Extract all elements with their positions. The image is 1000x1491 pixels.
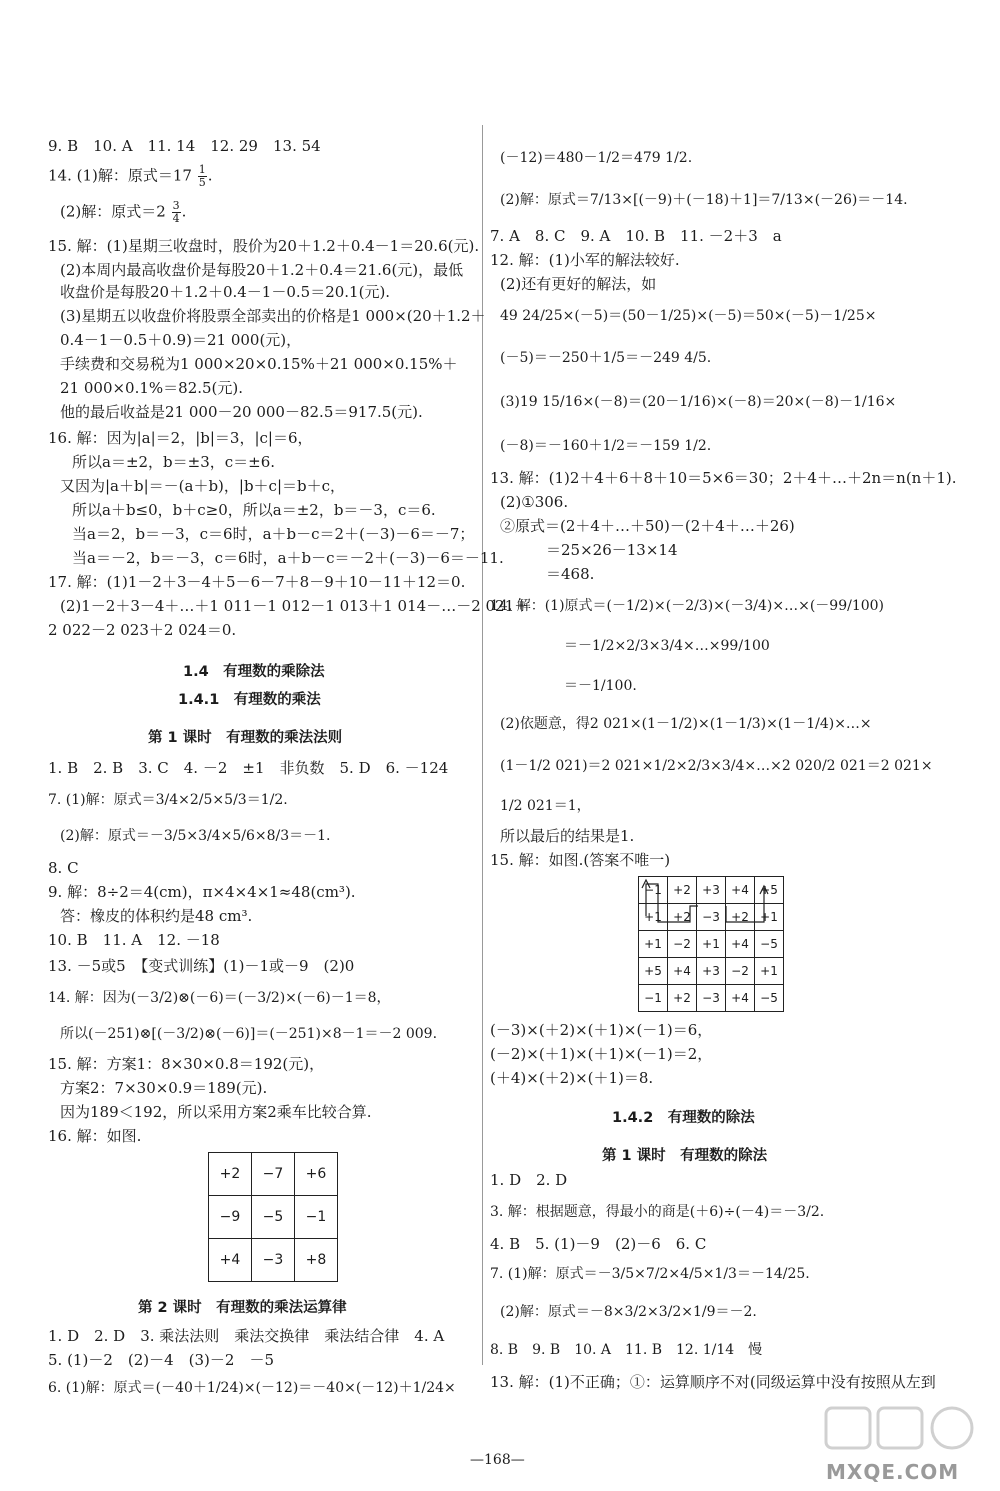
answer-line: 13. 解：(1)不正确；①：运算顺序不对(同级运算中没有按照从左到 [490, 1373, 936, 1391]
answer-line: 2 022－2 023＋2 024＝0. [48, 621, 237, 639]
answer-line: 10. B 11. A 12. －18 [48, 931, 220, 949]
answer-line: 17. 解：(1)1－2＋3－4＋5－6－7＋8－9＋10－11＋12＝0. [48, 573, 466, 591]
answer-line: 7. (1)解：原式＝3/4×2/5×5/3＝1/2. [48, 792, 288, 808]
answer-line: 所以(－251)⊗[(－3/2)⊗(－6)]＝(－251)×8－1＝－2 009. [60, 1026, 438, 1042]
grid-cell: −2 [726, 958, 755, 985]
answer-line: 7. (1)解：原式＝－3/5×7/2×4/5×1/3＝－14/25. [490, 1266, 810, 1282]
grid-cell: −1 [295, 1196, 338, 1239]
answer-line: 1. D 2. D 3. 乘法法则 乘法交换律 乘法结合律 4. A [48, 1327, 445, 1345]
answer-line: 8. B 9. B 10. A 11. B 12. 1/14 慢 [490, 1342, 763, 1358]
grid-cell: +5 [639, 958, 668, 985]
answer-line: (2)解：原式＝2 $\frac{3}{4}$ . [60, 199, 187, 225]
answer-line: 21 000×0.1%＝82.5(元). [60, 379, 244, 397]
answer-line: 所以a＋b≤0，b＋c≥0，所以a＝±2，b＝－3，c＝6. [72, 501, 436, 519]
answer-line: 5. (1)－2 (2)－4 (3)－2 －5 [48, 1351, 274, 1369]
answer-line: (2)解：原式＝7/13×[(－9)＋(－18)＋1]＝7/13×(－26)＝－14. [500, 192, 908, 208]
grid-cell: +1 [639, 904, 668, 931]
grid-cell: +4 [726, 985, 755, 1012]
answer-line: (－3)×(＋2)×(＋1)×(－1)＝6， [490, 1021, 713, 1039]
answer-line: (－2)×(＋1)×(＋1)×(－1)＝2， [490, 1045, 713, 1063]
answer-line: 15. 解：(1)星期三收盘时，股价为20＋1.2＋0.4－1＝20.6(元). [48, 237, 480, 255]
grid-cell: −3 [252, 1239, 295, 1282]
answer-line: (2)解：原式＝－8×3/2×3/2×1/9＝－2. [500, 1304, 757, 1320]
answer-line: (1－1/2 021)＝2 021×1/2×2/3×3/4×…×2 020/2 021＝2 021× [500, 758, 933, 774]
answer-line: 9. B 10. A 11. 14 12. 29 13. 54 [48, 137, 321, 155]
answer-line: (2)1－2＋3－4＋…＋1 011－1 012－1 013＋1 014－…－2 021＋ [60, 597, 530, 615]
answer-line: 答：橡皮的体积约是48 cm³. [60, 907, 253, 925]
magic-square-grid [208, 1152, 338, 1282]
grid-row [209, 1153, 338, 1196]
answer-line: 13. －5或5 【变式训练】(1)－1或－9 (2)0 [48, 957, 355, 975]
watermark-text: MXQE.COM [826, 1460, 960, 1484]
answer-line: ＝25×26－13×14 [546, 541, 678, 559]
answer-line: 6. (1)解：原式＝(－40＋1/24)×(－12)＝－40×(－12)＋1/24× [48, 1380, 456, 1396]
answer-line: (＋4)×(＋2)×(＋1)＝8. [490, 1069, 654, 1087]
grid-cell: +1 [755, 958, 784, 985]
answer-line: (2)还有更好的解法，如 [500, 275, 657, 293]
answer-line: (2)依题意，得2 021×(1－1/2)×(1－1/3)×(1－1/4)×…× [500, 716, 872, 732]
answer-text: (2)解：原式＝2 [60, 202, 166, 221]
denominator: 4 [172, 212, 180, 225]
path-lines [638, 876, 784, 1012]
answer-line: 14. (1)解：原式＝17 $\frac{1}{5}$ . [48, 163, 213, 189]
answer-line: 15. 解：如图.(答案不唯一) [490, 851, 671, 869]
grid-cell: +2 [726, 904, 755, 931]
grid-cell: +4 [209, 1239, 252, 1282]
answer-line: 12. 解：(1)小军的解法较好. [490, 251, 680, 269]
answer-line: ＝－1/100. [564, 678, 637, 694]
subsection-heading: 1.4.2 有理数的除法 [612, 1110, 755, 1126]
answer-line: 所以最后的结果是1. [500, 827, 635, 845]
grid-cell: +4 [726, 877, 755, 904]
grid-cell: +4 [726, 931, 755, 958]
answer-text: 14. (1)解：原式＝17 [48, 166, 192, 185]
answer-line: 又因为|a＋b|＝－(a＋b)，|b＋c|＝b＋c， [60, 477, 346, 495]
grid-cell: +8 [295, 1239, 338, 1282]
answer-line: (－8)＝－160＋1/2＝－159 1/2. [500, 438, 712, 454]
grid-cell: +5 [755, 877, 784, 904]
lesson-heading: 第 1 课时 有理数的乘法法则 [148, 730, 343, 746]
grid-cell: −1 [639, 985, 668, 1012]
answer-line: 16. 解：如图. [48, 1127, 142, 1145]
answer-line: (2)解：原式＝－3/5×3/4×5/6×8/3＝－1. [60, 828, 331, 844]
lesson-heading: 第 2 课时 有理数的乘法运算律 [138, 1300, 347, 1316]
answer-line: 收盘价是每股20＋1.2＋0.4－1－0.5＝20.1(元). [60, 283, 391, 301]
answer-line: 他的最后收益是21 000－20 000－82.5＝917.5(元). [60, 403, 423, 421]
path-line [646, 884, 698, 922]
answer-line: 16. 解：因为|a|＝2，|b|＝3，|c|＝6， [48, 429, 313, 447]
section-heading: 1.4 有理数的乘除法 [183, 664, 325, 680]
answer-line: 9. 解：8÷2＝4(cm)，π×4×4×1≈48(cm³). [48, 883, 356, 901]
answer-line: 8. C [48, 859, 79, 877]
lesson-heading: 第 1 课时 有理数的除法 [602, 1148, 768, 1164]
grid-cell: +2 [209, 1153, 252, 1196]
grid-cell: −5 [252, 1196, 295, 1239]
grid-cell: +3 [697, 958, 726, 985]
grid-cell: −7 [252, 1153, 295, 1196]
answer-line: ＝－1/2×2/3×3/4×…×99/100 [564, 638, 770, 654]
grid-cell: −1 [639, 877, 668, 904]
grid-cell: −3 [697, 904, 726, 931]
answer-line: 15. 解：方案1：8×30×0.8＝192(元)， [48, 1055, 325, 1073]
answer-line: (3)19 15/16×(－8)＝(20－1/16)×(－8)＝20×(－8)－1/16× [500, 394, 897, 410]
answer-line: 1. D 2. D [490, 1171, 568, 1189]
subsection-heading: 1.4.1 有理数的乘法 [178, 692, 321, 708]
grid-cell: −5 [755, 931, 784, 958]
grid-cell: −5 [755, 985, 784, 1012]
grid-cell: +2 [668, 904, 697, 931]
grid-cell: +1 [697, 931, 726, 958]
answer-line: 手续费和交易税为1 000×20×0.15%＋21 000×0.15%＋ [60, 355, 458, 373]
answer-line: (2)①306. [500, 493, 569, 511]
answer-line: 49 24/25×(－5)＝(50－1/25)×(－5)＝50×(－5)－1/25× [500, 308, 877, 324]
page-number: —168— [470, 1452, 525, 1468]
path-line [726, 888, 764, 922]
grid-cell: −3 [697, 985, 726, 1012]
grid-cell: −2 [668, 931, 697, 958]
answer-line: 1. B 2. B 3. C 4. －2 ±1 非负数 5. D 6. －124 [48, 759, 449, 777]
answer-line: (3)星期五以收盘价将股票全部卖出的价格是1 000×(20＋1.2＋ [60, 307, 486, 325]
grid-cell: +2 [668, 877, 697, 904]
denominator: 5 [198, 176, 206, 189]
answer-line: 1/2 021＝1， [500, 798, 591, 814]
answer-line: 所以a＝±2，b＝±3，c＝±6. [72, 453, 276, 471]
answer-line: 因为189＜192，所以采用方案2乘车比较合算. [60, 1103, 372, 1121]
grid-row [209, 1239, 338, 1282]
answer-line: ②原式＝(2＋4＋…＋50)－(2＋4＋…＋26) [500, 517, 795, 535]
answer-line: (－12)＝480－1/2＝479 1/2. [500, 150, 693, 166]
grid-cell: −9 [209, 1196, 252, 1239]
fraction [198, 164, 207, 189]
answer-line: 13. 解：(1)2＋4＋6＋8＋10＝5×6＝30；2＋4＋…＋2n＝n(n＋1). [490, 469, 957, 487]
grid-cell: +4 [668, 958, 697, 985]
answer-line: 方案2：7×30×0.9＝189(元). [60, 1079, 268, 1097]
numerator: 1 [198, 163, 206, 176]
answer-line: 当a＝2，b＝－3，c＝6时，a＋b－c＝2＋(－3)－6＝－7； [72, 525, 475, 543]
fraction [172, 200, 181, 225]
numerator: 3 [172, 199, 180, 212]
answer-line: 7. A 8. C 9. A 10. B 11. －2＋3 a [490, 227, 782, 245]
grid-row [209, 1196, 338, 1239]
answer-line: 4. B 5. (1)－9 (2)－6 6. C [490, 1235, 707, 1253]
answer-line: (－5)＝－250＋1/5＝－249 4/5. [500, 350, 712, 366]
answer-line: (2)本周内最高收盘价是每股20＋1.2＋0.4＝21.6(元)，最低 [60, 261, 464, 279]
answer-line: 14. 解：因为(－3/2)⊗(－6)＝(－3/2)×(－6)－1＝8， [48, 990, 391, 1006]
grid-cell: +1 [639, 931, 668, 958]
answer-line: 3. 解：根据题意，得最小的商是(＋6)÷(－4)＝－3/2. [490, 1204, 825, 1220]
grid-cell: +6 [295, 1153, 338, 1196]
answer-line: 当a＝－2，b＝－3，c＝6时，a＋b－c＝－2＋(－3)－6＝－11. [72, 549, 504, 567]
answer-line: ＝468. [546, 565, 595, 583]
grid-cell: +1 [755, 904, 784, 931]
grid-cell: +3 [697, 877, 726, 904]
grid-cell: +2 [668, 985, 697, 1012]
answer-line: 14. 解：(1)原式＝(－1/2)×(－2/3)×(－3/4)×…×(－99/100) [490, 598, 885, 614]
answer-line: 0.4－1－0.5＋0.9)＝21 000(元)， [60, 331, 302, 349]
